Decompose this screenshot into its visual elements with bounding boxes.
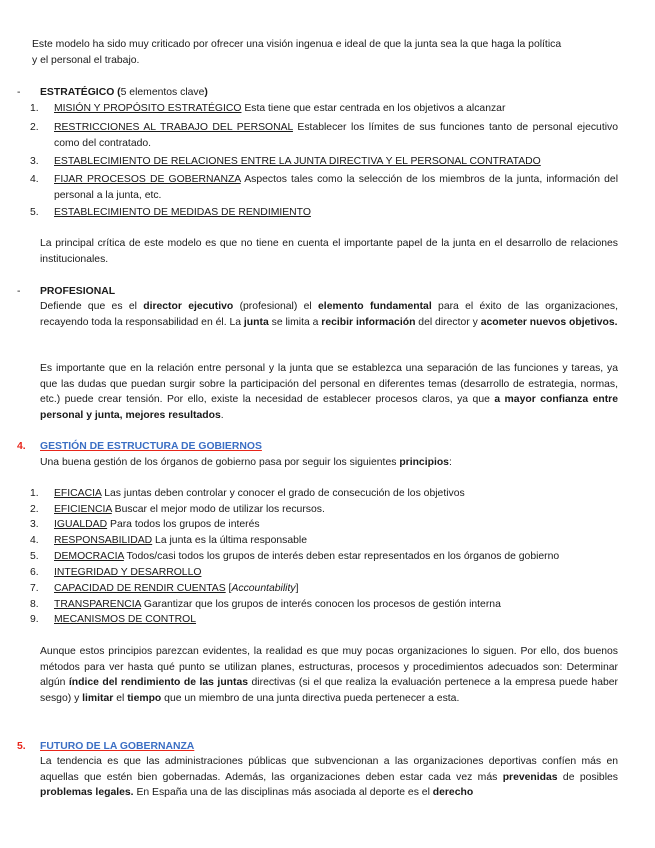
list-item-number: 4. <box>30 535 39 546</box>
item-title: IGUALDAD <box>54 519 108 530</box>
item-title: ESTABLECIMIENTO DE RELACIONES ENTRE LA JUNTA DIRECTIVA Y EL PERSONAL CONTRATADO <box>54 156 541 167</box>
estrategico-count: 5 <box>120 87 127 98</box>
profesional-paragraph-1 <box>40 299 618 330</box>
text-run-bold: índice del rendimiento de las juntas <box>68 677 249 688</box>
list-item <box>54 120 618 151</box>
item-title: FIJAR PROCESOS DE GOBERNANZA <box>54 174 241 185</box>
list-item <box>54 502 618 518</box>
item-title: MECANISMOS DE CONTROL <box>54 614 197 625</box>
text-run: En España una de las disciplinas más asociada al deporte es el <box>133 787 433 798</box>
text-run-bold: derecho <box>432 787 474 798</box>
text-run-bold: a mayor confianza entre personal y junta, mejores resultados <box>40 394 618 421</box>
estrategico-critique: La principal crítica de este modelo es que no tiene en cuenta el importante papel de la junta en el desarrollo de relaciones institucionales. <box>40 238 618 265</box>
bracket-close: ] <box>295 583 299 594</box>
text-run-bold: tiempo <box>127 692 162 704</box>
item-desc: Buscar el mejor modo de utilizar los recursos. <box>111 504 325 515</box>
item-title: DEMOCRACIA <box>54 551 124 562</box>
item-desc: Esta tiene que estar centrada en los objetivos a alcanzar <box>241 103 506 114</box>
accountability-term: Accountability <box>231 583 296 594</box>
list-item <box>54 517 618 533</box>
item-desc: Las juntas deben controlar y conocer el grado de consecución de los objetivos <box>101 488 465 499</box>
item-title: EFICACIA <box>54 488 102 499</box>
text-run: Aunque estos principios parezcan evidentes, la realidad es que muy pocas organizaciones lo siguen. Por ello, dos buenos métodos para ver hasta qué punto se utilizan planes, estructuras, procesos y procedimientos adecuados son: Determinar algún <box>40 646 618 688</box>
list-item-number: 1. <box>30 103 39 114</box>
list-item-number: 5. <box>30 207 39 218</box>
section-4-closing <box>40 644 618 706</box>
list-item-number: 5. <box>30 551 39 562</box>
text-run: se limita a <box>268 316 322 328</box>
text-run-bold: junta <box>243 316 269 328</box>
list-item-number: 1. <box>30 488 39 499</box>
list-item <box>54 486 618 502</box>
profesional-heading: PROFESIONAL <box>40 286 116 297</box>
text-run-bold: problemas legales. <box>40 787 134 798</box>
text-run-bold: acometer nuevos objetivos. <box>480 316 618 328</box>
list-item <box>54 101 618 117</box>
estrategico-close: ) <box>204 87 208 98</box>
list-item-number: 9. <box>30 614 39 625</box>
estrategico-bullet: - <box>17 87 21 98</box>
estrategico-heading <box>40 85 618 101</box>
list-item <box>54 581 618 597</box>
intro-paragraph <box>32 37 618 68</box>
text-run: Una buena gestión de los órganos de gobierno pasa por seguir los siguientes <box>40 457 400 468</box>
item-desc: Establecer los límites de sus funciones tanto de personal ejecutivo como del contratado. <box>54 122 618 149</box>
text-run-bold: limitar <box>82 692 114 704</box>
text-run: : <box>448 457 452 468</box>
text-run: . <box>220 409 224 421</box>
intro-line-1: Este modelo ha sido muy criticado por ofrecer una visión ingenua e ideal de que la junta sea la que haga la política <box>32 39 562 50</box>
item-title: INTEGRIDAD Y DESARROLLO <box>54 567 202 578</box>
estrategico-title: ESTRATÉGICO ( <box>40 87 121 98</box>
item-desc: Para todos los grupos de interés <box>107 519 260 530</box>
text-run: que un miembro de una junta directiva pueda pertenecer a esta. <box>161 692 460 704</box>
list-item <box>54 565 618 581</box>
list-item <box>54 549 618 565</box>
list-item <box>54 612 618 628</box>
text-run: para el éxito de las organizaciones, recayendo toda la responsabilidad en él. La <box>40 301 619 328</box>
text-run-bold: director ejecutivo <box>143 301 234 312</box>
section-5-title: FUTURO DE LA GOBERNANZA <box>40 741 195 752</box>
item-title: EFICIENCIA <box>54 504 112 515</box>
item-title: RESTRICCIONES AL TRABAJO DEL PERSONAL <box>54 122 293 133</box>
section-5-paragraph <box>40 754 618 801</box>
section-5-number: 5. <box>17 741 26 752</box>
text-run-bold: elemento fundamental <box>318 301 432 312</box>
text-run-bold: recibir información <box>321 316 416 328</box>
list-item <box>54 172 618 203</box>
list-item-number: 8. <box>30 599 39 610</box>
section-4-number: 4. <box>17 441 26 452</box>
item-title: CAPACIDAD DE RENDIR CUENTAS <box>54 583 226 594</box>
list-item-number: 2. <box>30 504 39 515</box>
item-title: RESPONSABILIDAD <box>54 535 153 546</box>
list-item <box>54 205 618 221</box>
list-item-number: 2. <box>30 122 39 133</box>
list-item-number: 6. <box>30 567 39 578</box>
text-run: directivas (si el que realiza la evaluación pertenece a la empresa puede haber sesgo) y <box>40 677 619 704</box>
intro-line-2: y el personal el trabajo. <box>32 54 140 66</box>
text-run: Es importante que en la relación entre personal y la junta que se establezca una separación de las funciones y tareas, ya que las dudas que puedan surgir sobre la participación del personal en diferentes temas (desarrollo de estrategia, normas, etc.) puede crear tensión. Por ello, existe la necesidad de establecer procesos claros, ya que <box>40 363 618 405</box>
text-run-bold: principios <box>399 457 449 468</box>
list-item-number: 3. <box>30 156 39 167</box>
item-desc: Todos/casi todos los grupos de interés deben estar representados en los órganos de gobierno <box>123 551 560 562</box>
text-run: (profesional) el <box>233 301 319 312</box>
item-desc: Garantizar que los grupos de interés conocen los procesos de gestión interna <box>141 599 501 610</box>
item-title: TRANSPARENCIA <box>54 599 141 610</box>
item-desc: La junta es la última responsable <box>152 535 307 546</box>
section-4-intro <box>40 455 618 471</box>
list-item <box>54 154 618 170</box>
item-title: ESTABLECIMIENTO DE MEDIDAS DE RENDIMIENTO <box>54 207 311 218</box>
item-desc: Aspectos tales como la selección de los miembros de la junta, información del personal a la junta, etc. <box>54 174 618 201</box>
text-run: el <box>113 692 128 704</box>
item-desc: [ <box>225 583 232 594</box>
section-4-title: GESTIÓN DE ESTRUCTURA DE GOBIERNOS <box>40 441 262 452</box>
text-run: del director y <box>415 316 481 328</box>
list-item-number: 4. <box>30 174 39 185</box>
list-item <box>54 533 618 549</box>
list-item-number: 3. <box>30 519 39 530</box>
estrategico-count-rest: elementos clave <box>126 87 205 98</box>
profesional-paragraph-2 <box>40 361 618 423</box>
list-item <box>54 597 618 613</box>
item-title: MISIÓN Y PROPÓSITO ESTRATÉGICO <box>54 103 242 114</box>
list-item-number: 7. <box>30 583 39 594</box>
text-run: La tendencia es que las administraciones públicas que subvencionan a las organizaciones deportivas confíen más en aquellas que estén bien gobernadas. Además, las organizaciones deben estar cada vez más <box>40 756 618 783</box>
text-run: Defiende que es el <box>40 301 144 312</box>
text-run: de posibles <box>557 771 618 783</box>
text-run-bold: prevenidas <box>502 771 558 783</box>
profesional-bullet: - <box>17 286 21 297</box>
